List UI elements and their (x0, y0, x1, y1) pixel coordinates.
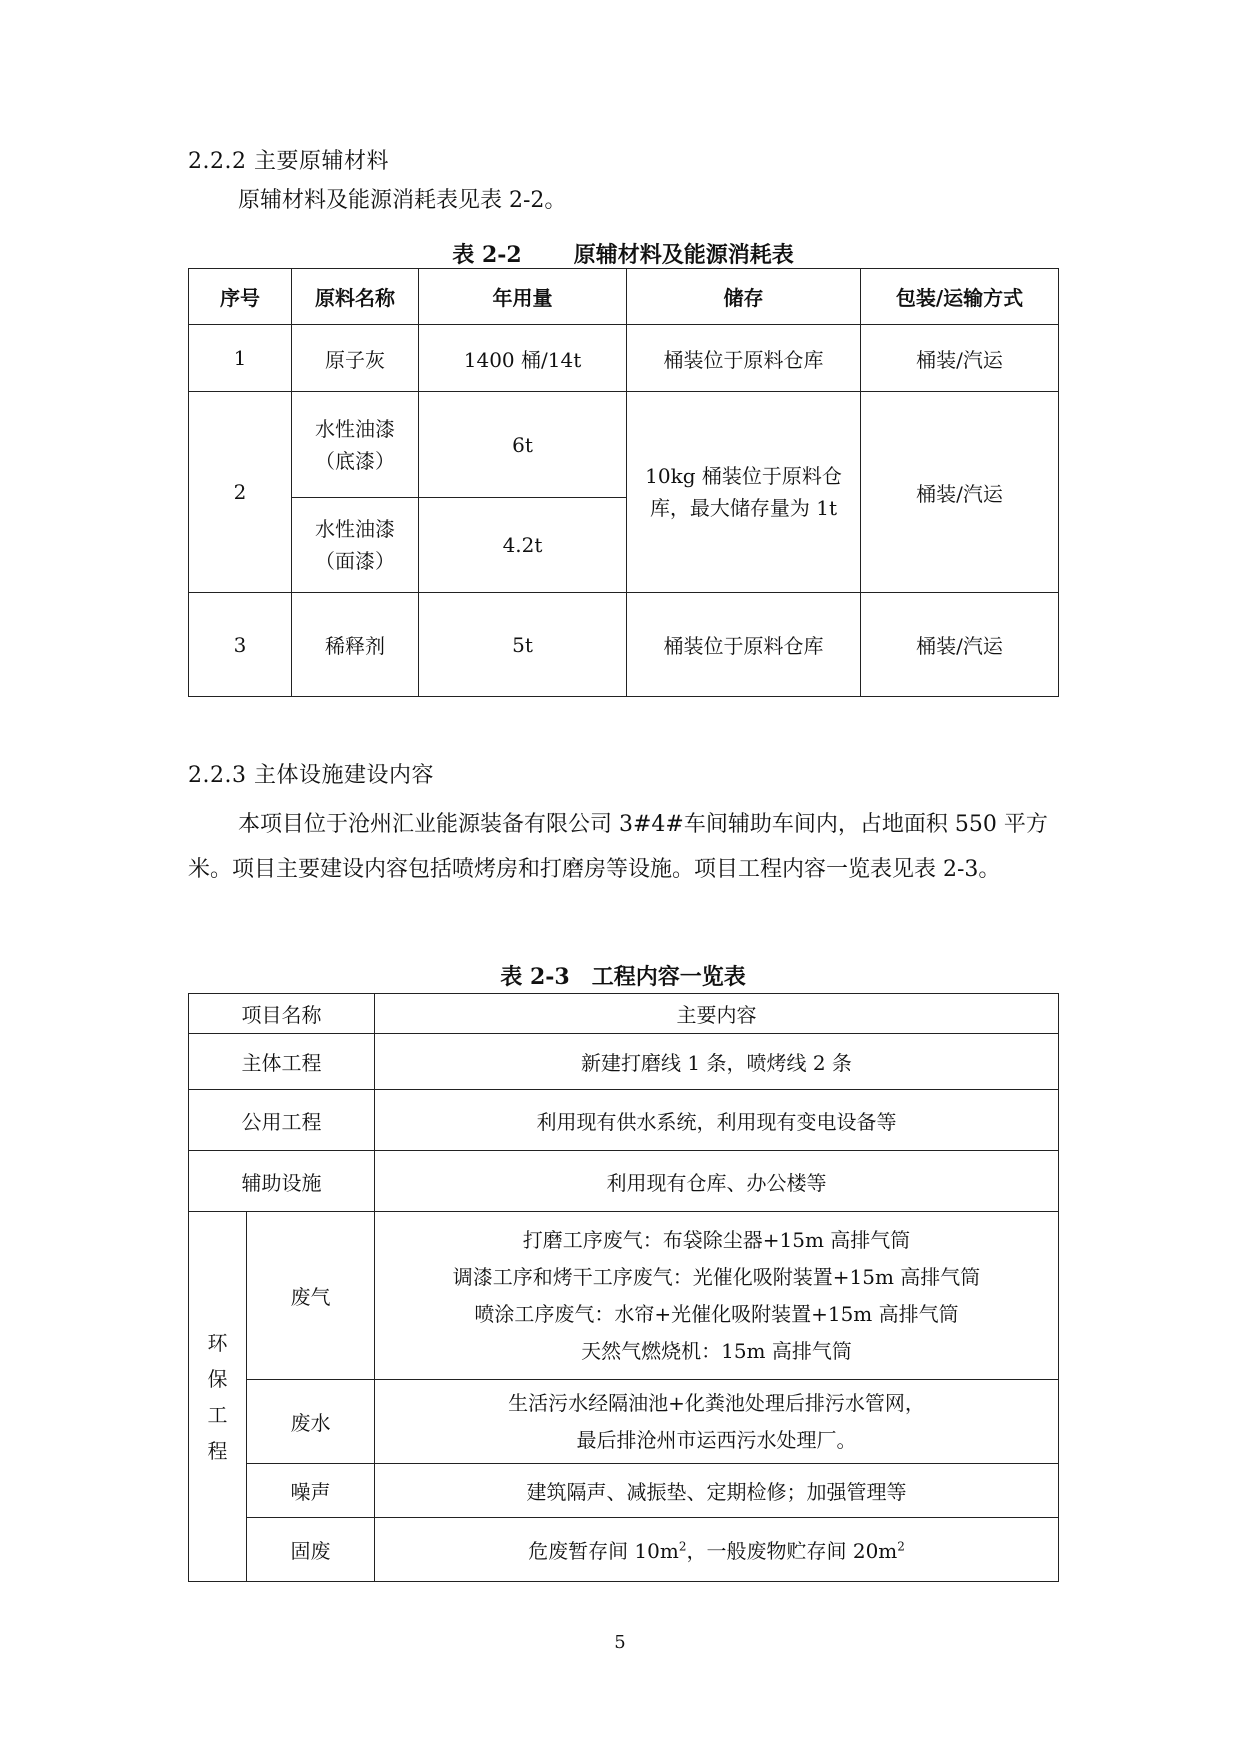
table-row (189, 593, 1059, 697)
row2-amount-a: 6t (419, 392, 627, 498)
water-line: 生活污水经隔油池+化粪池处理后排污水管网， (508, 1390, 925, 1415)
intro-paragraph (188, 178, 1058, 223)
main-project-content: 新建打磨线 1 条，喷烤线 2 条 (375, 1034, 1059, 1090)
table-row (189, 325, 1059, 392)
page-number: 5 (614, 1632, 626, 1653)
body-paragraph (188, 802, 1058, 892)
intro-text: 原辅材料及能源消耗表见表 2-2。 (238, 188, 567, 213)
gas-line: 喷涂工序废气：水帘+光催化吸附装置+15m 高排气筒 (474, 1301, 959, 1326)
public-project-content: 利用现有供水系统，利用现有变电设备等 (375, 1090, 1059, 1151)
row2-name-a: 水性油漆（底漆） (292, 392, 419, 498)
water-content (375, 1380, 1059, 1464)
gas-content (375, 1212, 1059, 1380)
project-content-table (188, 993, 1059, 1582)
row1-transport: 桶装/汽运 (861, 325, 1059, 392)
header-transport: 包装/运输方式 (861, 269, 1059, 325)
table-row (189, 1518, 1059, 1582)
table22-caption-title: 原辅材料及能源消耗表 (573, 242, 794, 268)
noise-label: 噪声 (247, 1464, 375, 1518)
table22-caption-number: 表 2-2 (452, 242, 522, 268)
solid-sup-1: 2 (678, 1539, 687, 1554)
solid-label: 固废 (247, 1518, 375, 1582)
row2-storage: 10kg 桶装位于原料仓库，最大储存量为 1t (627, 392, 861, 593)
main-project-label: 主体工程 (189, 1034, 375, 1090)
water-label: 废水 (247, 1380, 375, 1464)
row3-no: 3 (189, 593, 292, 697)
noise-content: 建筑隔声、减振垫、定期检修；加强管理等 (375, 1464, 1059, 1518)
solid-sup-2: 2 (897, 1539, 905, 1554)
row3-storage: 桶装位于原料仓库 (627, 593, 861, 697)
header-name: 原料名称 (292, 269, 419, 325)
header-storage: 储存 (627, 269, 861, 325)
table-row (189, 1090, 1059, 1151)
row1-storage: 桶装位于原料仓库 (627, 325, 861, 392)
solid-content (375, 1518, 1059, 1582)
row1-no: 1 (189, 325, 292, 392)
table-row (189, 1034, 1059, 1090)
row2-name-b: 水性油漆（面漆） (292, 498, 419, 593)
table22-caption (188, 238, 1058, 269)
header-no: 序号 (189, 269, 292, 325)
header-main-content: 主要内容 (375, 994, 1059, 1034)
table-header-row (189, 269, 1059, 325)
header-project-name: 项目名称 (189, 994, 375, 1034)
section-heading-223: 2.2.3 主体设施建设内容 (188, 763, 434, 788)
row2-transport: 桶装/汽运 (861, 392, 1059, 593)
table23-caption-number: 表 2-3 (500, 964, 570, 990)
auxiliary-content: 利用现有仓库、办公楼等 (375, 1151, 1059, 1212)
auxiliary-label: 辅助设施 (189, 1151, 375, 1212)
table-row (189, 1464, 1059, 1518)
table-row (189, 392, 1059, 498)
table-row (189, 1151, 1059, 1212)
row1-name: 原子灰 (292, 325, 419, 392)
section-heading-222: 2.2.2 主要原辅材料 (188, 149, 389, 174)
gas-label: 废气 (247, 1212, 375, 1380)
row2-amount-b: 4.2t (419, 498, 627, 593)
row3-amount: 5t (419, 593, 627, 697)
env-project-label (189, 1212, 247, 1582)
gas-line: 天然气燃烧机：15m 高排气筒 (581, 1338, 852, 1363)
env-label-char: 保 (207, 1366, 228, 1391)
table-row (189, 1380, 1059, 1464)
gas-line: 打磨工序废气：布袋除尘器+15m 高排气筒 (522, 1227, 911, 1252)
table23-caption (188, 960, 1058, 991)
table-header-row (189, 994, 1059, 1034)
table-row (189, 1212, 1059, 1380)
solid-text-1: 危废暂存间 10m (528, 1539, 679, 1563)
water-line: 最后排沧州市运西污水处理厂。 (576, 1427, 857, 1452)
row2-no: 2 (189, 392, 292, 593)
env-label-char: 程 (207, 1438, 228, 1463)
row3-transport: 桶装/汽运 (861, 593, 1059, 697)
table23-caption-title: 工程内容一览表 (591, 964, 746, 990)
env-label-char: 环 (207, 1330, 228, 1355)
body-text: 本项目位于沧州汇业能源装备有限公司 3#4#车间辅助车间内，占地面积 550 平方米。项目主要建设内容包括喷烤房和打磨房等设施。项目工程内容一览表见表 2-3。 (188, 812, 1048, 882)
row3-name: 稀释剂 (292, 593, 419, 697)
row1-amount: 1400 桶/14t (419, 325, 627, 392)
public-project-label: 公用工程 (189, 1090, 375, 1151)
header-amount: 年用量 (419, 269, 627, 325)
materials-table (188, 268, 1059, 697)
gas-line: 调漆工序和烤干工序废气：光催化吸附装置+15m 高排气筒 (452, 1264, 981, 1289)
env-label-char: 工 (207, 1402, 228, 1427)
solid-text-2: ，一般废物贮存间 20m (686, 1539, 898, 1563)
